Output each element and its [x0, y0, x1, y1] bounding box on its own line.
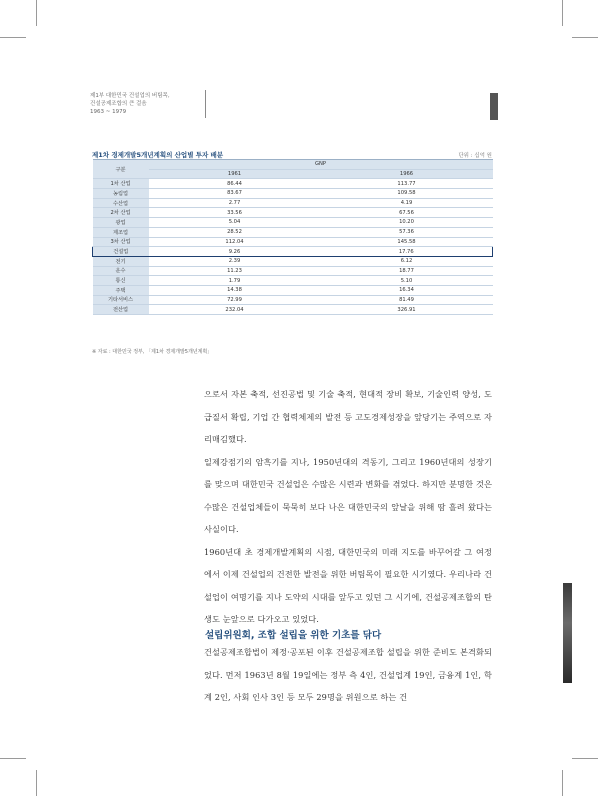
table-row: [93, 276, 493, 286]
investment-table: [92, 159, 493, 315]
crop-mark-bottom-left-v: [36, 770, 37, 796]
table-body: [93, 179, 493, 315]
table-row: [93, 266, 493, 276]
table-header-year-1966: 1966: [321, 169, 493, 179]
table-caption: 제1차 경제개발5개년계획의 산업별 투자 배분: [92, 151, 224, 159]
body-paragraph-3: 1960년대 초 경제개발계획의 시점, 대한민국의 미래 지도를 바꾸어갈 그 여정에서 이제 건설업의 건전한 발전을 위한 버팀목이 필요한 시기였다. 우리나라 건설업이 여명기를 지나 도약의 시대를 앞두고 있던 그 시기에, 건설공제조합의 탄생도 눈앞으로 다가오고 있었다.: [204, 546, 492, 624]
cell-1961: 2.77: [149, 198, 321, 208]
cell-1966: 4.19: [321, 198, 493, 208]
table-row: [93, 247, 493, 257]
row-label: 전기: [93, 256, 149, 266]
cell-1966: 326.91: [321, 305, 493, 315]
row-label: 1차 산업: [93, 179, 149, 189]
section-heading: 설립위원회, 조합 설립을 위한 기초를 닦다: [205, 630, 382, 641]
row-label: 전산업: [93, 305, 149, 315]
body-text-block: [204, 383, 492, 631]
crop-mark-bottom-right-v: [562, 770, 563, 796]
row-label: 건설업: [93, 247, 149, 257]
table-header-year-1961: 1961: [149, 169, 321, 179]
row-label: 주택: [93, 285, 149, 295]
cell-1966: 6.12: [321, 256, 493, 266]
cell-1966: 10.20: [321, 218, 493, 228]
cell-1961: 5.04: [149, 218, 321, 228]
cell-1961: 1.79: [149, 276, 321, 286]
cell-1966: 18.77: [321, 266, 493, 276]
cell-1961: 72.99: [149, 295, 321, 305]
table-row: [93, 305, 493, 315]
header-line-2: 건설공제조합의 큰 걸음: [90, 101, 147, 107]
cell-1961: 28.52: [149, 227, 321, 237]
section-text-block: [204, 641, 492, 709]
row-label: 수산업: [93, 198, 149, 208]
cell-1966: 113.77: [321, 179, 493, 189]
cell-1966: 16.34: [321, 285, 493, 295]
table-row: [93, 237, 493, 247]
body-paragraph-2: 일제강점기의 암흑기를 지나, 1950년대의 격동기, 그리고 1960년대의 성장기를 맞으며 대한민국 건설업은 수많은 시련과 변화를 겪었다. 하지만 분명한 것은 수많은 건설업체들이 묵묵히 보다 나은 대한민국의 앞날을 위해 땀 흘려 왔다는 사실이다.: [204, 456, 492, 534]
cell-1961: 11.23: [149, 266, 321, 276]
table-row: [93, 285, 493, 295]
crop-mark-top-left-h: [0, 37, 26, 38]
row-label: 기타서비스: [93, 295, 149, 305]
cell-1961: 232.04: [149, 305, 321, 315]
table-row: [93, 256, 493, 266]
header-divider: [205, 90, 206, 118]
cell-1966: 5.10: [321, 276, 493, 286]
header-line-3: 1963 ~ 1979: [90, 109, 127, 115]
table-row: [93, 179, 493, 189]
body-paragraph-1: 으로서 자본 축적, 선진공법 및 기술 축적, 현대적 장비 확보, 기술인력 양성, 도급질서 확립, 기업 간 협력체제의 발전 등 고도경제성장을 앞당기는 주역으로 자리매김했다.: [204, 389, 492, 444]
table-row: [93, 295, 493, 305]
table-row: [93, 198, 493, 208]
cell-1966: 57.36: [321, 227, 493, 237]
cell-1961: 2.39: [149, 256, 321, 266]
crop-mark-bottom-right-h: [572, 758, 598, 759]
cell-1966: 17.76: [321, 247, 493, 257]
header-line-1: 제1부 대한민국 건설업의 버팀목,: [90, 93, 170, 99]
row-label: 제조업: [93, 227, 149, 237]
cell-1961: 14.38: [149, 285, 321, 295]
row-label: 농림업: [93, 189, 149, 199]
row-label: 운수: [93, 266, 149, 276]
row-label: 통신: [93, 276, 149, 286]
crop-mark-bottom-left-h: [0, 758, 26, 759]
decorative-side-strip: [563, 583, 572, 683]
cell-1966: 67.56: [321, 208, 493, 218]
cell-1961: 86.44: [149, 179, 321, 189]
section-paragraph: 건설공제조합법이 제정·공포된 이후 건설공제조합 설립을 위한 준비도 본격화되었다. 먼저 1963년 8월 19일에는 정부 측 4인, 건설업계 19인, 금융계 1인, 학계 2인, 사회 인사 3인 등 모두 29명을 위원으로 하는 건: [204, 647, 492, 702]
table-source-note: ※ 자료 : 대한민국 정부, 「제1차 경제개발5개년계획」: [92, 349, 213, 355]
chapter-thumb-tab: [490, 93, 498, 120]
table-header-gnp: GNP: [149, 160, 493, 170]
row-label: 3차 산업: [93, 237, 149, 247]
cell-1966: 145.58: [321, 237, 493, 247]
table-row: [93, 218, 493, 228]
table-row: [93, 208, 493, 218]
cell-1966: 109.58: [321, 189, 493, 199]
row-label: 2차 산업: [93, 208, 149, 218]
crop-mark-top-right-h: [572, 37, 598, 38]
cell-1961: 33.56: [149, 208, 321, 218]
cell-1961: 83.67: [149, 189, 321, 199]
cell-1961: 112.04: [149, 237, 321, 247]
table-header-group: 구분: [93, 160, 149, 179]
running-header: [90, 92, 170, 116]
crop-mark-top-left-v: [36, 0, 37, 26]
table-row: [93, 189, 493, 199]
table-unit-note: 단위 : 십억 원: [458, 153, 492, 159]
cell-1966: 81.49: [321, 295, 493, 305]
row-label: 광업: [93, 218, 149, 228]
table-row: [93, 227, 493, 237]
cell-1961: 9.26: [149, 247, 321, 257]
crop-mark-top-right-v: [562, 0, 563, 26]
